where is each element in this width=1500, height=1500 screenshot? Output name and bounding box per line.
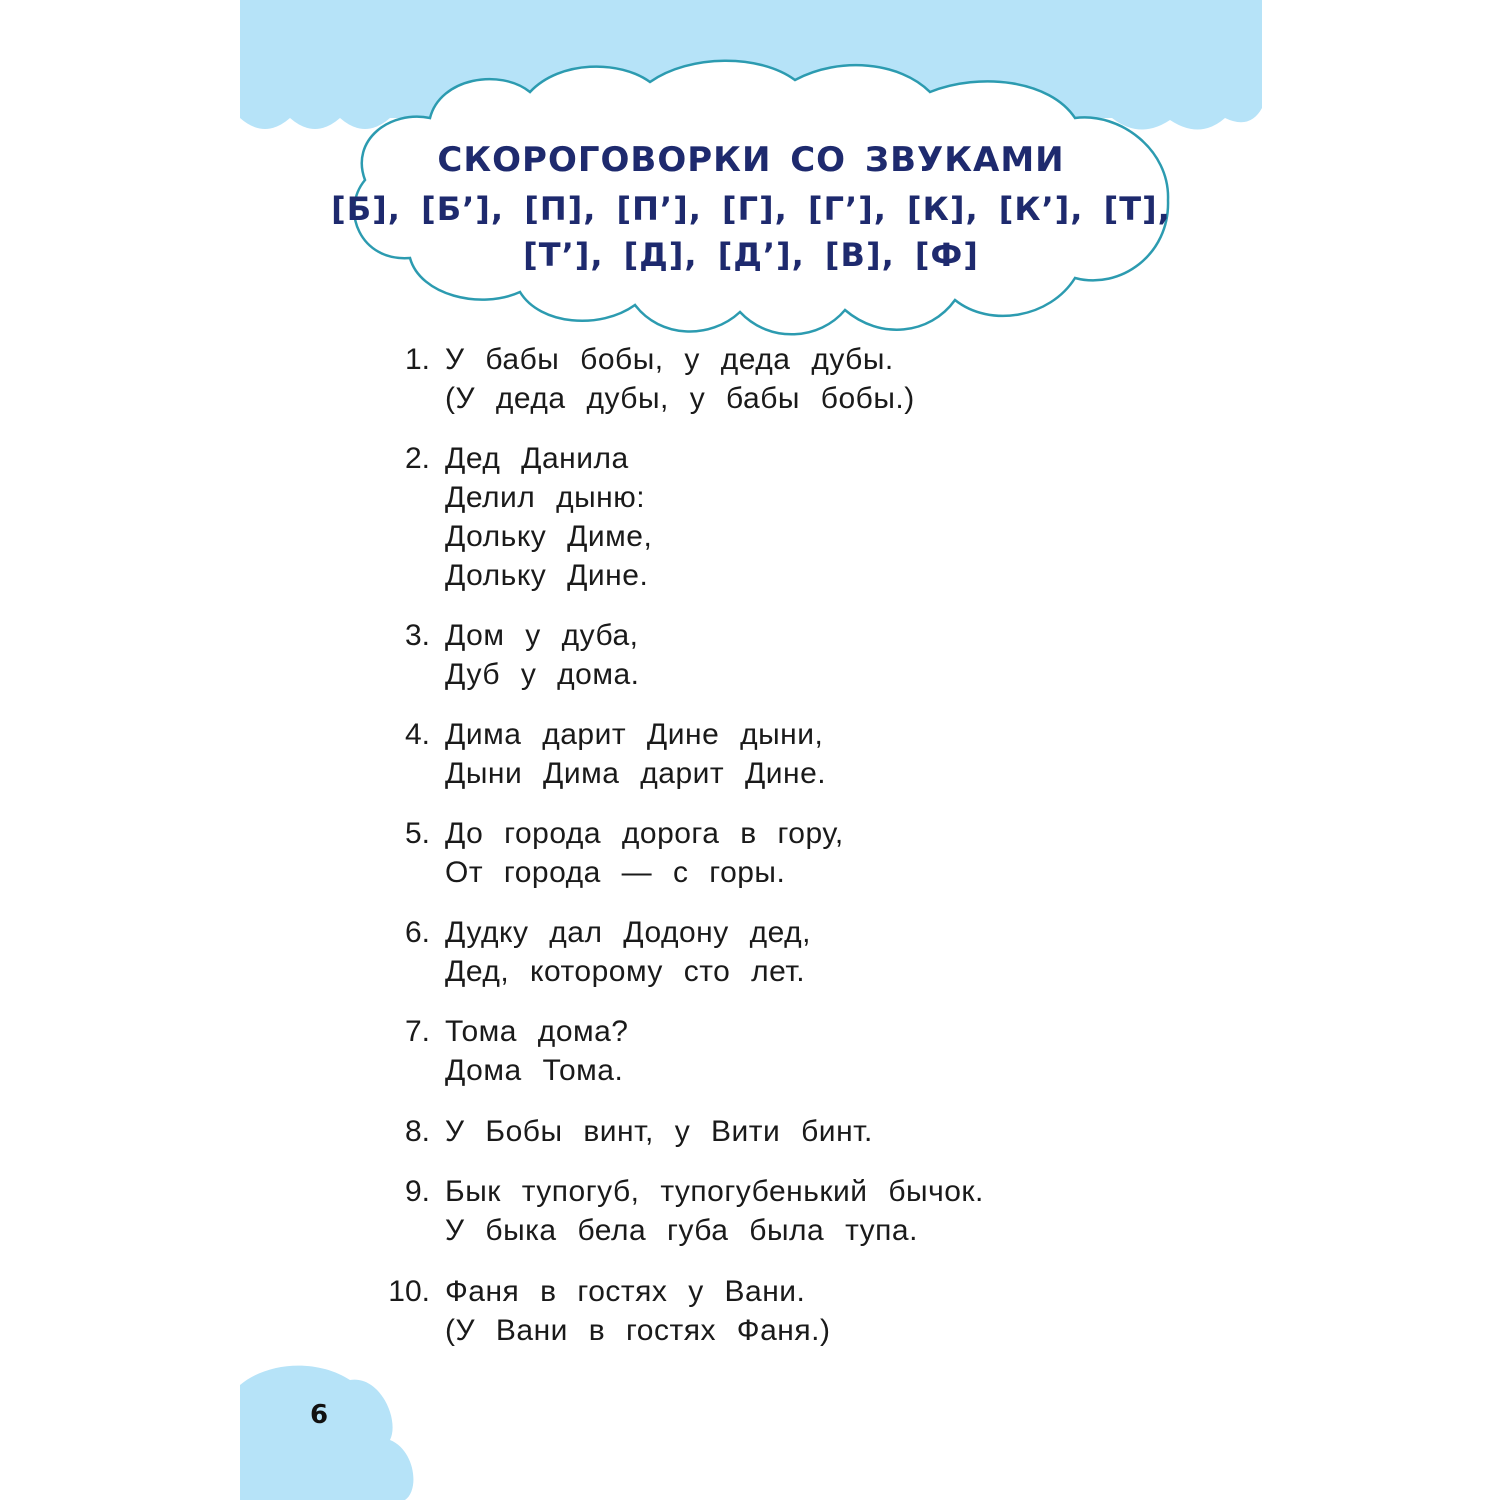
item-line: Дольку Диме, (445, 520, 653, 553)
item-line: Дед, которому сто лет. (445, 955, 806, 988)
item-line: Дольку Дине. (445, 559, 649, 592)
item-number: 2. (404, 442, 430, 475)
item-number: 10. (388, 1275, 430, 1308)
item-line: (У Вани в гостях Фаня.) (445, 1314, 831, 1347)
item-line: У бабы бобы, у деда дубы. (445, 343, 894, 376)
item-line: Дед Данила (445, 442, 629, 475)
item-line: Дома Тома. (445, 1054, 624, 1087)
item-number: 5. (404, 817, 430, 850)
item-number: 9. (404, 1175, 430, 1208)
book-page (240, 0, 1262, 1500)
page-number: 6 (310, 1400, 329, 1430)
item-line: Дом у дуба, (445, 619, 639, 652)
item-line: Дуб у дома. (445, 658, 640, 691)
page-number-cloud (240, 1366, 413, 1500)
title-line-1: СКОРОГОВОРКИ СО ЗВУКАМИ (437, 140, 1065, 180)
item-number: 3. (404, 619, 430, 652)
item-line: До города дорога в гору, (445, 817, 844, 850)
item-line: (У деда дубы, у бабы бобы.) (445, 382, 915, 415)
item-line: У Бобы винт, у Вити бинт. (445, 1115, 873, 1148)
title-line-3: [Т’], [Д], [Д’], [В], [Ф] (523, 236, 979, 274)
item-line: От города — с горы. (445, 856, 786, 889)
item-line: Дима дарит Дине дыни, (445, 718, 824, 751)
item-line: Делил дыню: (445, 481, 646, 514)
item-line: Фаня в гостях у Вани. (445, 1275, 806, 1308)
title-line-2: [Б], [Б’], [П], [П’], [Г], [Г’], [К], [К’], [Т], (331, 190, 1171, 228)
item-line: Бык тупогуб, тупогубенький бычок. (445, 1175, 984, 1208)
item-number: 6. (404, 916, 430, 949)
item-line: Дудку дал Додону дед, (445, 916, 811, 949)
item-number: 1. (404, 343, 430, 376)
item-number: 4. (404, 718, 430, 751)
item-line: Дыни Дима дарит Дине. (445, 757, 827, 790)
item-number: 7. (404, 1015, 430, 1048)
item-line: Тома дома? (445, 1015, 629, 1048)
item-line: У быка бела губа была тупа. (445, 1214, 918, 1247)
item-number: 8. (404, 1115, 430, 1148)
